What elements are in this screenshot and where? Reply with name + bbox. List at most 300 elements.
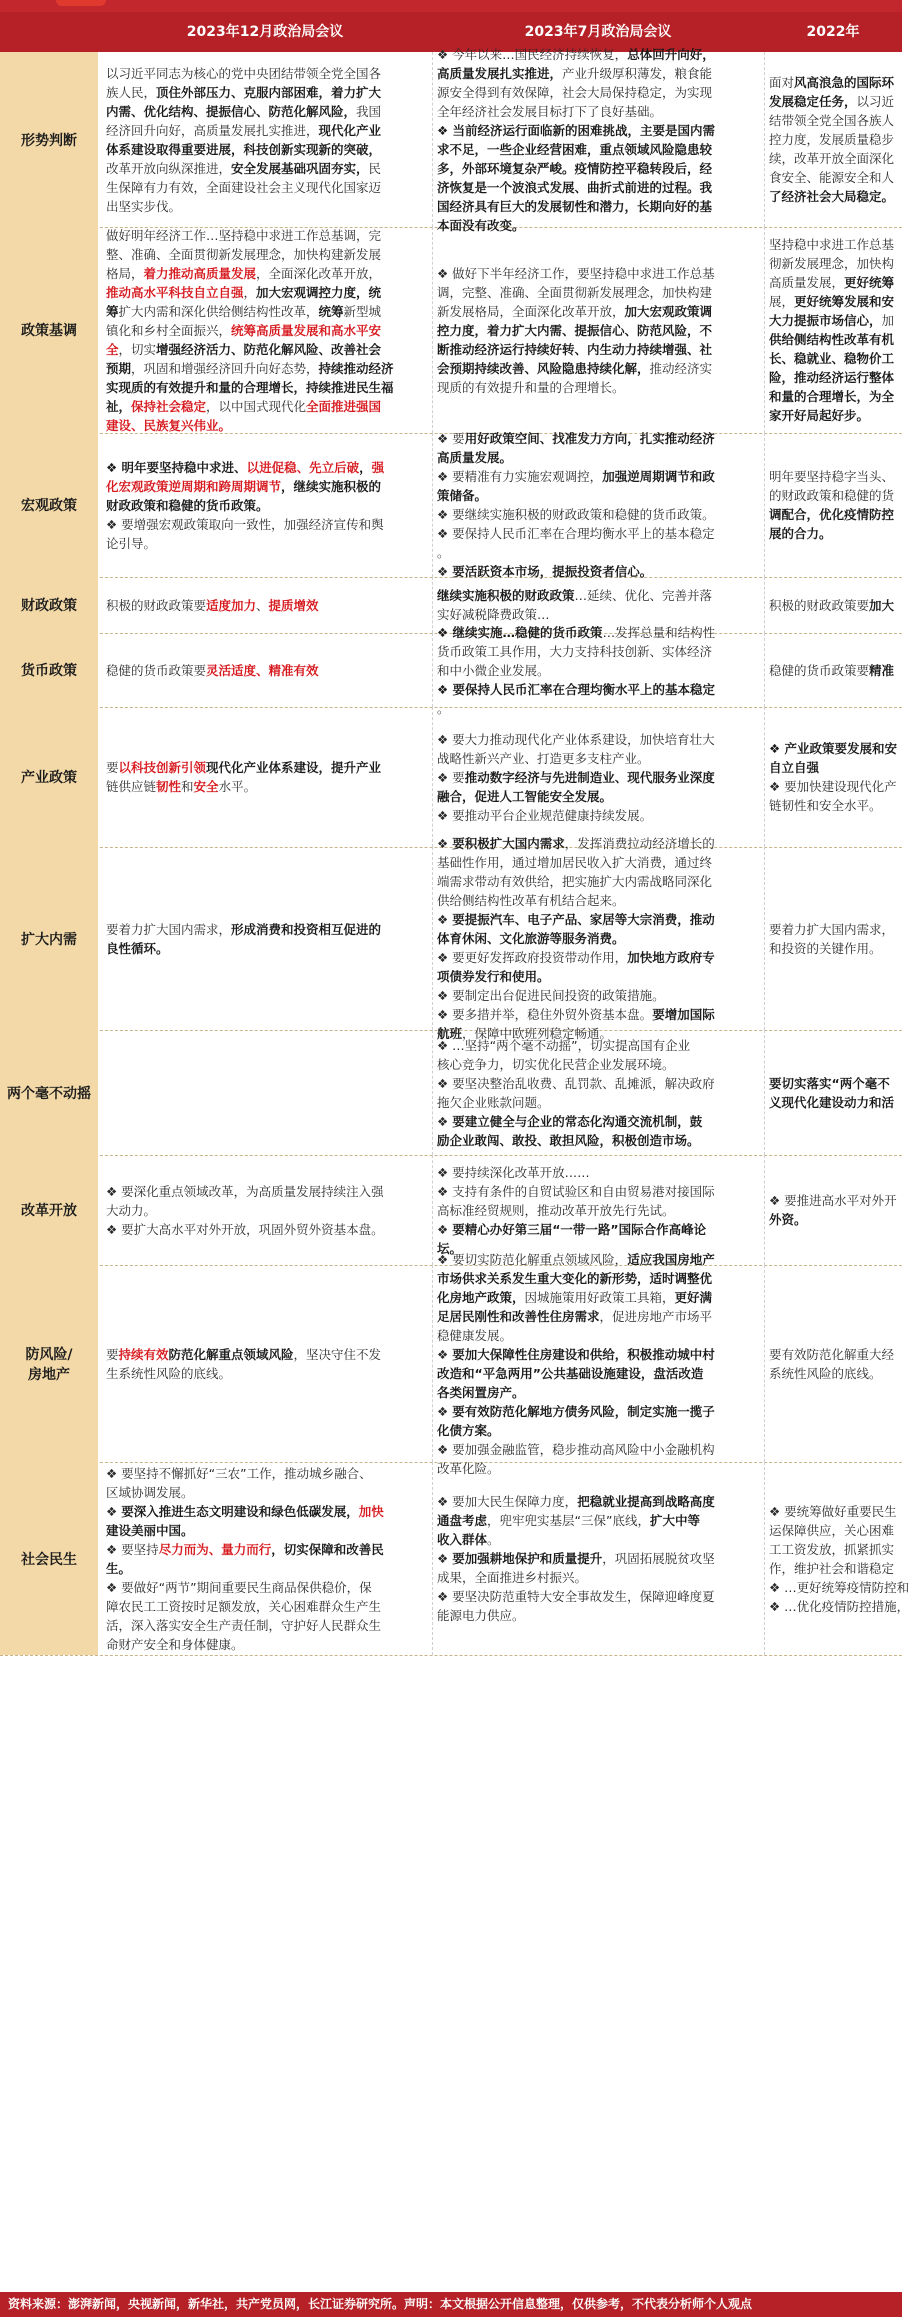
cell-text-line: [769, 1540, 902, 1559]
body-text: 控力度，发展质量稳步: [769, 132, 895, 147]
cell-text-line: [437, 1421, 758, 1440]
body-text: 要有效防范化解重大经: [769, 1346, 895, 1362]
body-text: ❖ 要持续深化改革开放……: [437, 1164, 590, 1180]
cell-text-line: [106, 178, 426, 197]
cell-text-line: [437, 178, 758, 197]
body-text: 。: [437, 700, 450, 716]
cell-text-line: [437, 45, 758, 64]
cell-text-line: [769, 1210, 902, 1229]
body-text: 高质量发展，: [769, 275, 845, 290]
cell-text-line: [437, 680, 758, 699]
cell-2022: [764, 1265, 902, 1462]
cell-text-line: [437, 1250, 758, 1269]
row-label: 宏观政策: [0, 433, 98, 577]
emphasis-text: 险，推动经济运行整体: [769, 370, 895, 385]
emphasis-text: 自立自强: [769, 760, 820, 775]
highlight-text: 适度加力: [206, 597, 257, 613]
body-text: 全年经济社会发展目标打下了良好基础。: [437, 103, 663, 119]
cell-text-line: [106, 1635, 426, 1654]
emphasis-text: 策储备。: [437, 488, 488, 503]
body-text: ，发挥消费拉动经济增长的: [564, 836, 715, 851]
emphasis-text: 各类闲置房产。: [437, 1384, 525, 1400]
body-text: ❖ 要: [437, 431, 465, 446]
body-text: 坚持稳中求进工作总基: [769, 237, 895, 252]
cell-text-line: [437, 730, 758, 749]
body-text: 调，完整、准确、全面贯彻新发展理念，加快构建: [437, 284, 713, 300]
table-row: [0, 836, 902, 1041]
emphasis-text: 市场供求关系发生重大变化的新形势，适时调整优: [437, 1270, 713, 1286]
emphasis-text: ❖ 当前经济运行面临新的困难挑战，主要是国内需: [437, 122, 716, 138]
emphasis-text: 高质量发展。: [437, 450, 513, 465]
cell-text-line: [437, 872, 758, 891]
body-text: ，: [243, 284, 257, 300]
body-text: 命财产安全和身体健康。: [106, 1636, 244, 1652]
emphasis-text: 持续推动经济: [318, 360, 394, 376]
table-row: [0, 227, 902, 434]
cell-2022: [764, 577, 902, 633]
cell-text-line: [106, 302, 426, 321]
emphasis-text: 要有效防范化解地方债务风险，制定实施一揽子: [452, 1403, 715, 1419]
cell-text-line: [106, 283, 426, 302]
cell-dec-2023: [102, 633, 432, 707]
highlight-text: 持续有效: [118, 1346, 169, 1362]
body-text: ❖ …坚持“两个毫不动摇”，切实提高国有企业: [437, 1037, 691, 1053]
column-header-jul-2023: 2023年7月政治局会议: [524, 24, 672, 40]
cell-text-line: [437, 83, 758, 102]
cell-text-line: [769, 292, 902, 311]
cell-text-line: [437, 1402, 758, 1421]
table-row: [0, 624, 902, 716]
body-text: ❖ 要保持人民币汇率在合理均衡水平上的基本稳定: [437, 526, 715, 541]
body-text: ❖ 要: [437, 769, 465, 785]
cell-text-line: [769, 596, 902, 615]
body-text: 要着力扩大国内需求，: [106, 921, 232, 937]
cell-text-line: [769, 1578, 909, 1597]
emphasis-text: 展的合力。: [769, 526, 832, 541]
cell-text-line: [106, 920, 426, 939]
body-text: 的财政政策和稳健的货: [769, 488, 895, 503]
row-label: 财政政策: [0, 577, 98, 633]
emphasis-text: 加快地方政府专: [627, 950, 715, 965]
body-text: 展，: [769, 294, 795, 309]
body-text: 生保障有力有效，全面建设社会主义现代化国家迈: [106, 179, 382, 195]
body-text: 。: [487, 1532, 500, 1547]
table-row: [0, 433, 902, 578]
body-text: ❖ 要继续实施积极的财政政策和稳健的货币政策。: [437, 507, 715, 522]
cell-text-line: [769, 311, 902, 330]
cell-text-line: [106, 378, 426, 397]
emphasis-text: 生。: [106, 1560, 132, 1576]
emphasis-text: 筹: [106, 303, 119, 319]
emphasis-text: 体育休闲、文化旅游等服务消费。: [437, 931, 625, 946]
cell-jul-2023: [432, 1030, 764, 1155]
emphasis-text: 顶住外部压力、克服内部困难，着力扩大: [156, 84, 382, 100]
cell-dec-2023: [102, 433, 432, 577]
emphasis-text: 精准: [869, 662, 895, 678]
cell-text-line: [106, 758, 426, 777]
cell-text-line: [437, 543, 758, 562]
emphasis-text: 项债券发行和使用。: [437, 969, 550, 984]
body-text: 经济回升向好，高质量发展扎实推进，: [106, 122, 319, 138]
cell-text-line: [106, 1464, 426, 1483]
emphasis-text: 加大宏观调控力度，统: [256, 284, 382, 300]
highlight-text: 安全: [193, 779, 219, 794]
row-label: 货币政策: [0, 633, 98, 707]
body-text: ，切实: [118, 341, 157, 357]
cell-2022: [764, 633, 902, 707]
body-text: 以习近: [856, 94, 895, 109]
body-text: ❖ 做好下半年经济工作，要坚持稳中求进工作总基: [437, 265, 715, 281]
cell-jul-2023: [432, 433, 764, 577]
cell-text-line: [437, 891, 758, 910]
body-text: 食安全、能源安全和人: [769, 170, 895, 185]
table-row: [0, 1462, 909, 1656]
emphasis-text: 义现代化建设动力和活: [769, 1094, 895, 1110]
body-text: ❖ 要加强金融监管，稳步推动高风险中小金融机构: [437, 1441, 715, 1457]
emphasis-text: 要积极扩大国内需求: [452, 836, 565, 851]
body-text: 作，维护社会和谐稳定: [769, 1560, 895, 1576]
emphasis-text: 适应我国房地产: [627, 1251, 715, 1267]
cell-text-line: [769, 505, 902, 524]
emphasis-text: ，继续实施积极的: [281, 478, 382, 494]
body-text: ❖ 要大力推动现代化产业体系建设，加快培育壮大: [437, 731, 715, 747]
emphasis-text: 风高浪急的国际环: [794, 75, 895, 90]
cell-2022: [764, 227, 902, 433]
body-text: ❖ 要坚决整治乱收费、乱罚款、乱摊派，解决政府: [437, 1075, 715, 1091]
emphasis-text: 长、稳就业、稳物价工: [769, 351, 895, 366]
cell-text-line: [769, 1074, 902, 1093]
body-text: 水平。: [218, 779, 257, 794]
body-text: ❖: [437, 1403, 453, 1419]
cell-text-line: [106, 1220, 426, 1239]
cell-text-line: [437, 1055, 758, 1074]
cell-text-line: [437, 1036, 758, 1055]
body-text: ，兜牢兜实基层“三保”底线，: [487, 1513, 650, 1528]
emphasis-text: 了经济社会大局稳定。: [769, 189, 895, 204]
body-text: 改革化险。: [437, 1460, 500, 1476]
cell-text-line: [769, 235, 902, 254]
emphasis-text: 继续实施积极的财政政策: [437, 588, 575, 603]
emphasis-text: 更好统筹: [844, 275, 895, 290]
highlight-text: 保持社会稳定: [131, 398, 207, 414]
body-text: ❖ 支持有条件的自贸试验区和自由贸易港对接国际: [437, 1183, 715, 1199]
emphasis-text: 增强经济活力、防范化解风险、改善社会: [156, 341, 382, 357]
cell-text-line: [769, 73, 902, 92]
cell-text-line: [437, 302, 758, 321]
cell-text-line: [769, 254, 902, 273]
cell-text-line: [437, 1093, 758, 1112]
body-text: ，全面深化改革开放，: [256, 265, 382, 281]
cell-text-line: [106, 534, 426, 553]
body-text: ❖ 要坚持: [106, 1541, 159, 1557]
column-header-dec-2023: 2023年12月政治局会议: [186, 24, 344, 40]
cell-text-line: [437, 623, 758, 642]
cell-text-line: [769, 368, 902, 387]
emphasis-text: 求不足，一些企业经营困难，: [437, 141, 600, 157]
body-text: 源安全得到有效保障，社会大局保持稳定，为实现: [437, 84, 713, 100]
body-text: ❖ 要多措并举，稳住外贸外资基本盘。: [437, 1007, 653, 1022]
body-text: 稳健康发展。: [437, 1327, 513, 1343]
body-text: ❖ 要精准有力实施宏观调控，: [437, 469, 603, 484]
emphasis-text: 济恢复是一个波浪式发展、曲折式前进的过程。我: [437, 179, 713, 195]
emphasis-text: 外资。: [769, 1212, 807, 1227]
highlight-text: 着力推动高质量发展: [143, 265, 257, 281]
emphasis-text: 要精心办好第三届“一带一路”国际合作高峰论: [452, 1221, 707, 1237]
top-accent-notch: [56, 0, 106, 6]
emphasis-text: 通盘考虑: [437, 1513, 488, 1528]
top-accent-bar: [0, 0, 902, 12]
cell-text-line: [437, 605, 758, 624]
cell-text-line: [437, 467, 758, 486]
cell-text-line: [106, 1597, 426, 1616]
cell-2022: [764, 1155, 902, 1265]
cell-text-line: [437, 524, 758, 543]
cell-text-line: [437, 834, 758, 853]
cell-text-line: [769, 92, 902, 111]
cell-text-line: [106, 359, 426, 378]
emphasis-text: 体系建设取得重要进展，科技创新实现新的突破，: [106, 141, 382, 157]
body-text: 要: [106, 1346, 119, 1362]
emphasis-text: 实现质的有效提升和量的合理增长，: [106, 379, 307, 395]
body-text: ❖: [437, 836, 453, 851]
highlight-text: 韧性: [156, 779, 182, 794]
cell-text-line: [769, 330, 902, 349]
body-text: …发挥总量和结构性: [602, 624, 716, 640]
emphasis-text: 统筹: [318, 303, 344, 319]
emphasis-text: 良性循环。: [106, 940, 169, 956]
cell-text-line: [437, 378, 758, 397]
emphasis-text: 断推动经济运行持续好转、内生动力持续增强、社: [437, 341, 713, 357]
body-text: 整、准确、全面贯彻新发展理念，加快构建新发展: [106, 246, 382, 262]
body-text: ❖: [437, 1346, 453, 1362]
emphasis-text: 内需、优化结构、提振信心、防范化解风险，: [106, 103, 357, 119]
cell-text-line: [106, 661, 426, 680]
body-text: 和: [181, 779, 194, 794]
body-text: 端需求带动有效供给，把实施扩大内需战略同深化: [437, 874, 713, 889]
cell-text-line: [106, 159, 426, 178]
body-text: 改革开放向纵深推进，: [106, 160, 232, 176]
emphasis-text: 加大宏观政策调: [624, 303, 713, 319]
body-text: 民: [368, 160, 382, 176]
emphasis-text: 和量的合理增长，为全: [769, 389, 895, 404]
body-text: ，保障中欧班列稳定畅通。: [462, 1026, 613, 1041]
column-header-2022: 2022年: [806, 24, 860, 40]
cell-text-line: [769, 349, 902, 368]
body-text: 续，改革开放全面深化: [769, 151, 895, 166]
body-text: ，巩固拓展脱贫攻坚: [602, 1551, 715, 1566]
emphasis-text: 化房地产政策，: [437, 1289, 525, 1305]
source-footer: 资料来源：澎湃新闻，央视新闻，新华社，共产党员网，长江证券研究所。声明：本文根据公开信息整理，仅供参考，不代表分析师个人观点: [0, 2292, 902, 2317]
cell-text-line: [437, 929, 758, 948]
emphasis-text: 励企业敢闯、敢投、敢担风险，积极创造市场。: [437, 1132, 700, 1148]
body-text: 工工资发放，抓紧抓实: [769, 1541, 895, 1557]
cell-text-line: [437, 1364, 758, 1383]
emphasis-text: ，积极推动城中村: [614, 1346, 715, 1362]
emphasis-text: 建设美丽中国。: [106, 1522, 194, 1538]
cell-jul-2023: [432, 624, 764, 716]
cell-text-line: [769, 387, 902, 406]
body-text: ❖ 要切实防范化解重点领域风险，: [437, 1251, 628, 1267]
body-text: ❖ 要增强宏观政策取向一致性，加强经济宣传和舆: [106, 516, 384, 532]
cell-text-line: [437, 121, 758, 140]
body-text: 链韧性和安全水平。: [769, 798, 882, 813]
cell-text-line: [769, 168, 902, 187]
emphasis-text: ，: [359, 459, 372, 475]
cell-text-line: [437, 1492, 758, 1511]
body-text: ❖: [437, 912, 453, 927]
cell-text-line: [769, 1345, 902, 1364]
cell-text-line: [769, 149, 902, 168]
body-text: 实好减税降费政策…: [437, 607, 550, 622]
cell-text-line: [106, 102, 426, 121]
cell-text-line: [437, 505, 758, 524]
body-text: 核心竞争力，切实优化民营企业发展环境。: [437, 1056, 675, 1072]
cell-text-line: [437, 486, 758, 505]
cell-jul-2023: [432, 707, 764, 847]
cell-text-line: [106, 245, 426, 264]
cell-text-line: [437, 1511, 758, 1530]
body-text: ❖: [437, 1551, 453, 1566]
body-text: ❖ 今年以来…国民经济持续恢复，: [437, 46, 628, 62]
body-text: 因城施策用好政策工具箱，: [524, 1289, 675, 1305]
body-text: 链供应链: [106, 779, 157, 794]
emphasis-text: 要切实落实“两个毫不: [769, 1075, 890, 1091]
cell-text-line: [106, 496, 426, 515]
cell-text-line: [769, 1521, 902, 1540]
body-text: 面对: [769, 75, 795, 90]
cell-text-line: [106, 83, 426, 102]
cell-text-line: [106, 1540, 426, 1559]
body-text: 要: [106, 760, 119, 775]
cell-text-line: [437, 768, 758, 787]
body-text: ❖: [437, 1221, 453, 1237]
body-text: ❖: [437, 564, 453, 579]
cell-text-line: [769, 524, 902, 543]
cell-text-line: [437, 283, 758, 302]
body-text: ❖: [437, 1113, 453, 1129]
body-text: ❖ …优化疫情防控措施，: [769, 1598, 909, 1614]
cell-dec-2023: [102, 847, 432, 1030]
cell-text-line: [437, 1074, 758, 1093]
emphasis-text: 要活跃资本市场，提振投资者信心。: [452, 564, 653, 579]
cell-text-line: [106, 140, 426, 159]
cell-text-line: [106, 1182, 426, 1201]
cell-2022: [764, 707, 902, 847]
body-text: ❖ 要加大民生保障力度，: [437, 1494, 578, 1509]
highlight-text: 尽力而为、量力而行: [158, 1541, 272, 1557]
body-text: 明年要坚持稳字当头、: [769, 469, 895, 484]
cell-text-line: [437, 749, 758, 768]
body-text: 障农民工工资按时足额发放，关心困难群众生产生: [106, 1598, 382, 1614]
emphasis-text: 要加强耕地保护和质量提升: [452, 1551, 603, 1566]
emphasis-text: 扩大中等: [649, 1513, 700, 1528]
body-text: ，促进房地产市场平: [599, 1308, 713, 1324]
emphasis-text: 发展稳定任务，: [769, 94, 857, 109]
body-text: ，巩固和增强经济回升向好态势，: [131, 360, 319, 376]
emphasis-text: 化债方案。: [437, 1422, 500, 1438]
cell-jul-2023: [432, 836, 764, 1041]
body-text: 能源电力供应。: [437, 1608, 525, 1623]
cell-dec-2023: [102, 227, 432, 433]
cell-dec-2023: [102, 1265, 432, 1462]
cell-text-line: [769, 406, 902, 425]
cell-text-line: [437, 359, 758, 378]
body-text: 以习近平同志为核心的党中央团结带领全党全国各: [106, 65, 382, 81]
body-text: 论引导。: [106, 535, 157, 551]
body-text: ❖ 要做好“两节”期间重要民生商品保供稳价，保: [106, 1579, 372, 1595]
emphasis-text: 航班: [437, 1026, 463, 1041]
cell-text-line: [769, 777, 902, 796]
body-text: 大动力。: [106, 1202, 157, 1218]
cell-text-line: [769, 739, 902, 758]
body-text: 新发展格局，全面深化改革开放，: [437, 303, 625, 319]
body-text: 基础性作用，通过增加居民收入扩大消费，通过终: [437, 855, 713, 870]
body-text: 、: [256, 597, 269, 613]
cell-text-line: [437, 1568, 758, 1587]
emphasis-text: 供给侧结构性改革有机: [769, 332, 895, 347]
emphasis-text: 持续推进民生福: [306, 379, 394, 395]
cell-text-line: [437, 1163, 758, 1182]
cell-text-line: [769, 1093, 902, 1112]
body-text: ，以中国式现代化: [206, 398, 307, 414]
cell-text-line: [106, 1559, 426, 1578]
cell-text-line: [769, 939, 902, 958]
row-label: 扩大内需: [0, 847, 98, 1030]
body-text: ❖ 要推进高水平对外开: [769, 1193, 897, 1208]
cell-text-line: [437, 1383, 758, 1402]
body-text: 扩大内需和深化供给侧结构性改革，: [118, 303, 319, 319]
body-text: 拖欠企业账款问题。: [437, 1094, 550, 1110]
body-text: 成果，全面推进乡村振兴。: [437, 1570, 588, 1585]
emphasis-text: 用好政策空间、找准发力方向，扎实推动经济: [464, 431, 715, 446]
cell-text-line: [106, 477, 426, 496]
cell-text-line: [106, 777, 426, 796]
body-text: ❖: [106, 1503, 122, 1519]
body-text: ❖ 要制定出台促进民间投资的政策措施。: [437, 988, 665, 1003]
cell-text-line: [106, 197, 426, 216]
emphasis-text: 国经济具有巨大的发展韧性和潜力，长期向好的基: [437, 198, 713, 214]
emphasis-text: 控力度，着力扩大内需、提振信心、防范风险，不: [437, 322, 713, 338]
body-text: ❖ 要加快建设现代化产: [769, 779, 897, 794]
emphasis-text: 加大: [869, 597, 895, 613]
highlight-text: 建设、民族复兴伟业。: [106, 417, 232, 433]
cell-text-line: [106, 1578, 426, 1597]
emphasis-text: 预期: [106, 360, 132, 376]
emphasis-text: 多，外部环境复杂严峻。: [437, 160, 575, 176]
body-text: 稳健的货币政策要: [769, 662, 870, 678]
cell-text-line: [437, 948, 758, 967]
body-text: 稳健的货币政策要: [106, 662, 207, 678]
body-text: 和投资的关键作用。: [769, 940, 882, 956]
cell-text-line: [106, 1521, 426, 1540]
cell-text-line: [106, 596, 426, 615]
cell-text-line: [437, 853, 758, 872]
table-row: [0, 1030, 902, 1156]
cell-text-line: [769, 1191, 902, 1210]
cell-text-line: [437, 1587, 758, 1606]
emphasis-text: ❖ 要保持人民币汇率在合理均衡水平上的基本稳定: [437, 681, 716, 697]
cell-text-line: [437, 967, 758, 986]
body-text: 供给侧结构性改革有机结合起来。: [437, 893, 625, 908]
cell-dec-2023: [102, 1462, 432, 1655]
cell-text-line: [437, 264, 758, 283]
cell-text-line: [437, 1606, 758, 1625]
cell-text-line: [769, 661, 902, 680]
body-text: 。: [437, 545, 450, 560]
highlight-text: 推动高水平科技自立自强: [106, 284, 244, 300]
body-text: 活，深入落实安全生产责任制，守护好人民群众生: [106, 1617, 382, 1633]
emphasis-text: 要加大保障性住房建设和供给: [452, 1346, 615, 1362]
